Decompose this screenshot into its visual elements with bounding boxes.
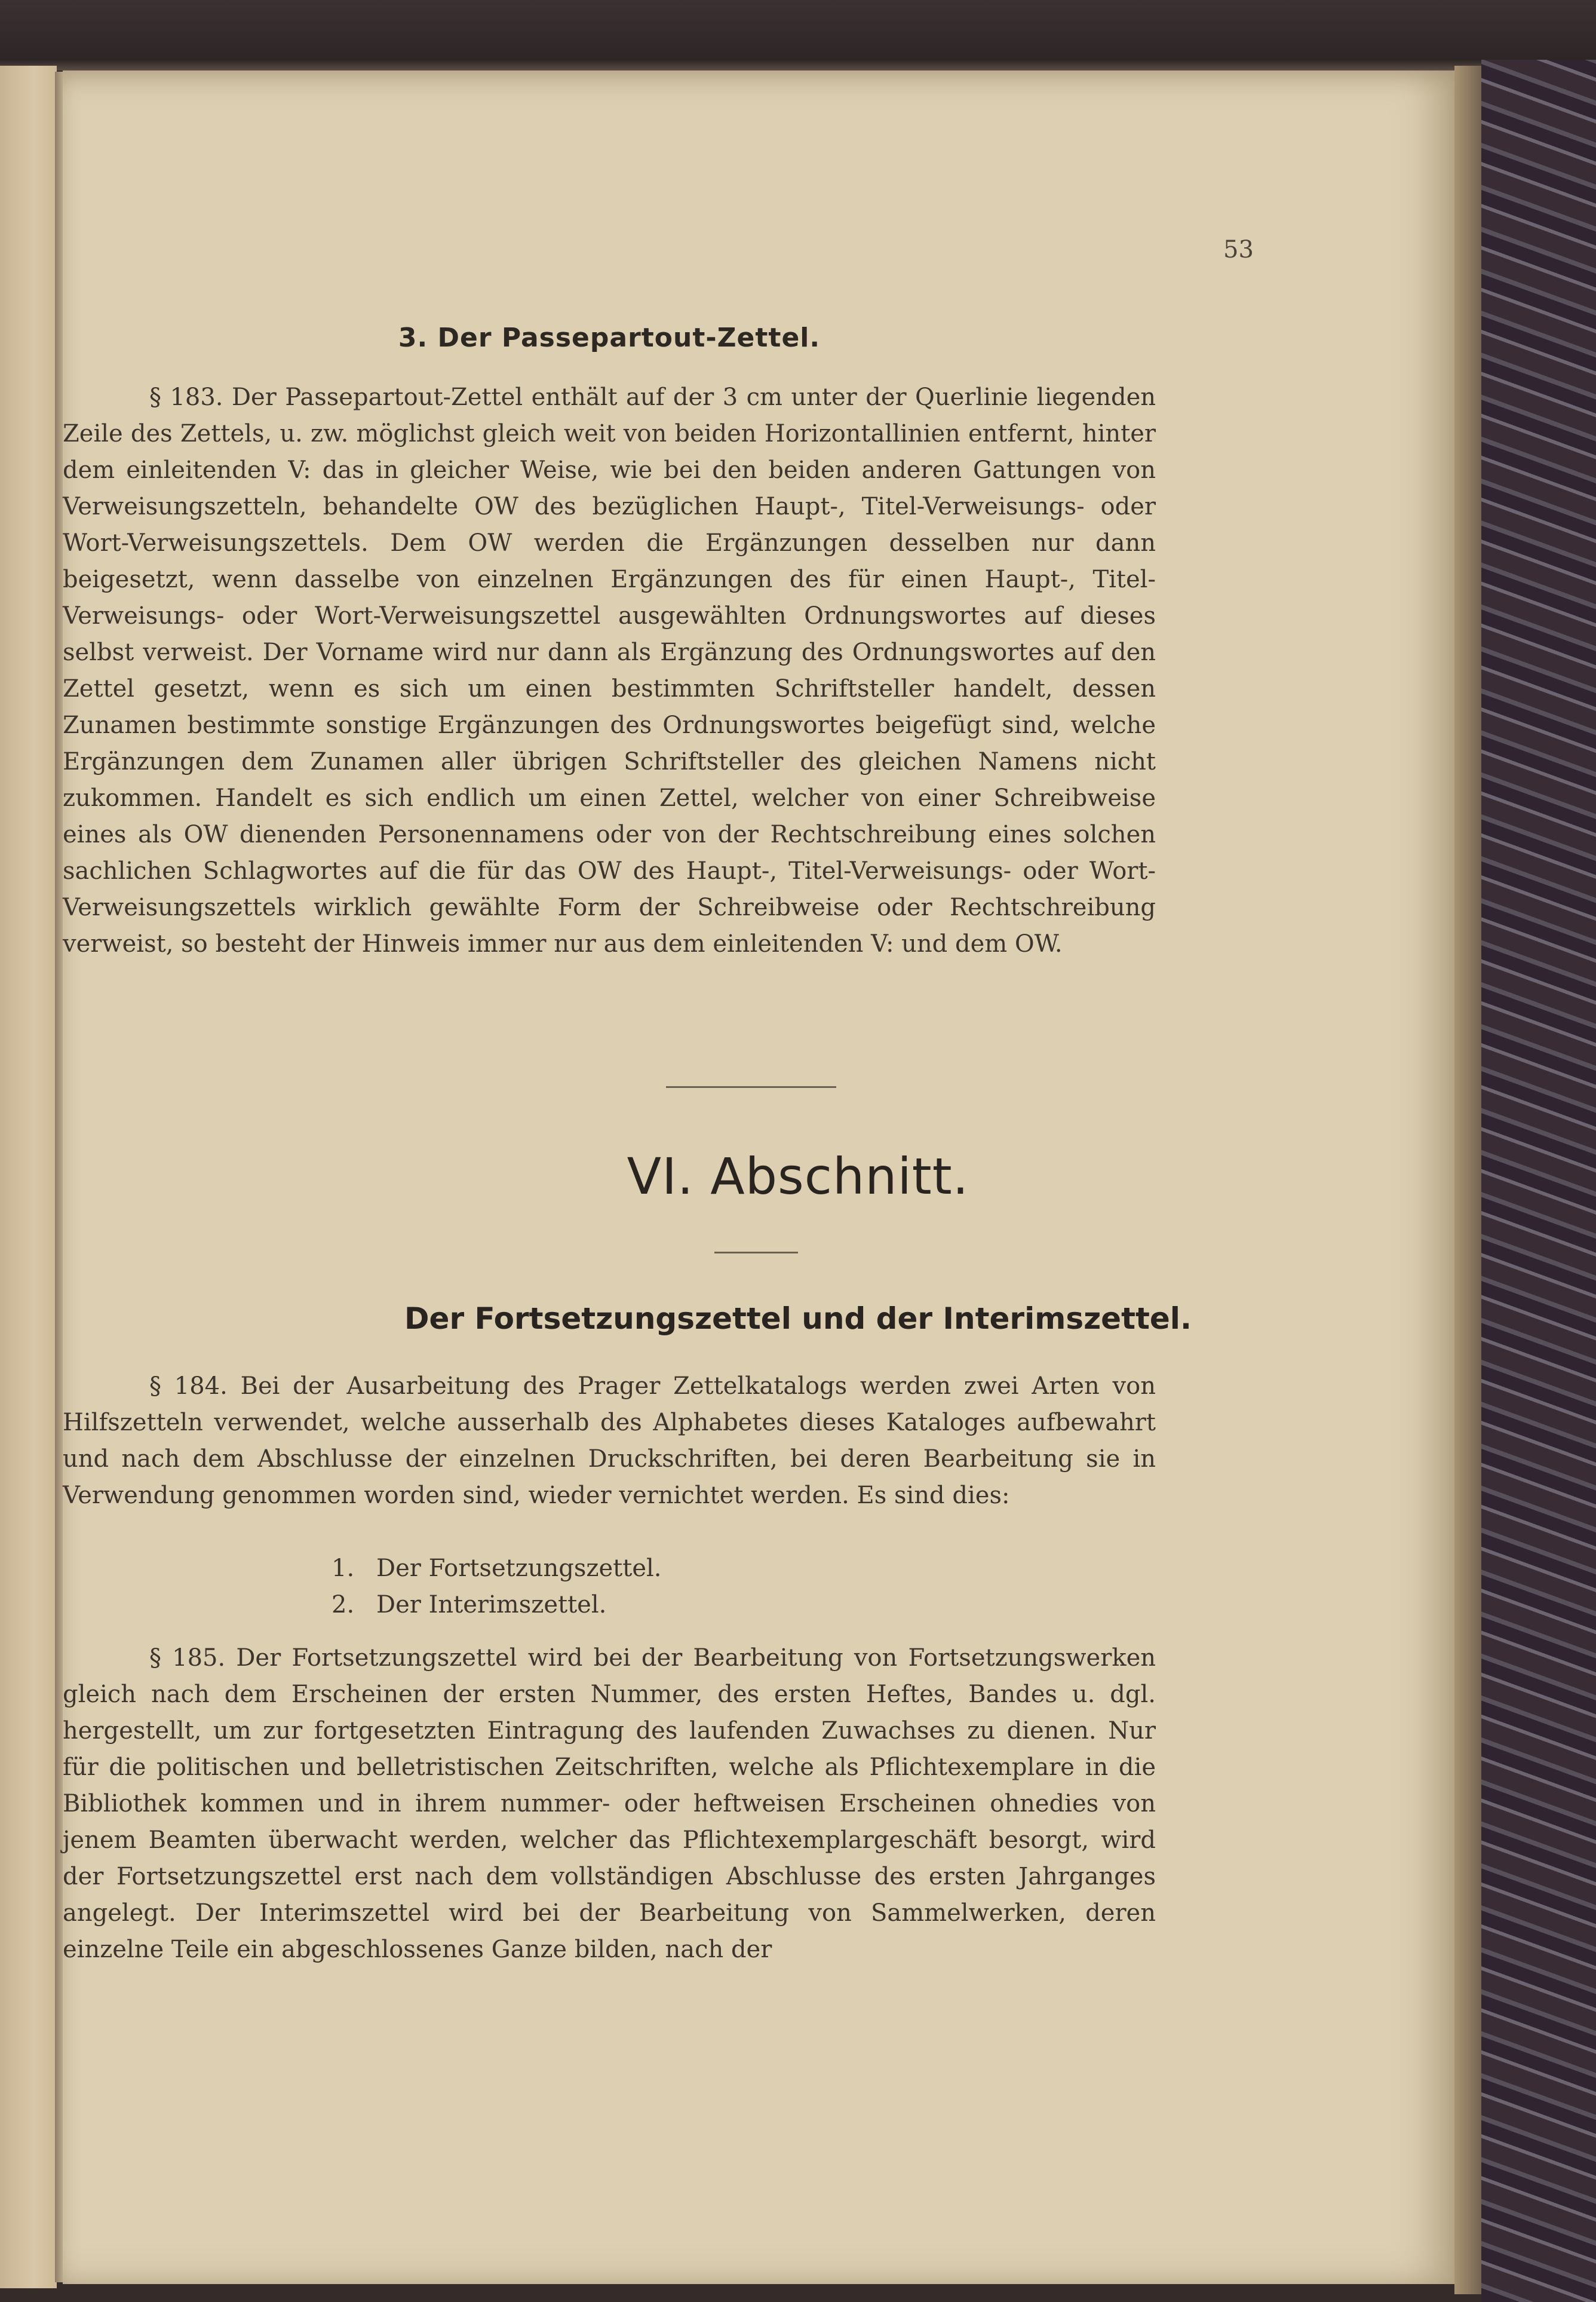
list-item-text: Der Interimszettel. <box>376 1591 607 1619</box>
paragraph-184-text: § 184. Bei der Ausarbeitung des Prager Zettelkatalogs werden zwei Arten von Hilfszetteln verwendet, welche ausserhalb des Alphabetes dieses Kataloges aufbewahrt und nach dem Abschlusse der einzelnen Druckschriften, bei deren Bearbeitung sie in Verwendung genommen worden sind, wieder vernichtet werden. Es sind dies: <box>63 1372 1156 1509</box>
helper-slip-list <box>332 1550 662 1623</box>
paragraph-183 <box>63 379 1156 963</box>
list-item <box>332 1550 662 1587</box>
paragraph-184 <box>63 1368 1156 1514</box>
list-item <box>332 1587 662 1623</box>
chapter-title: VI. Abschnitt. <box>627 1147 969 1206</box>
divider-rule-short <box>714 1252 798 1253</box>
page-number: 53 <box>1223 236 1254 263</box>
section-heading-passepartout: 3. Der Passepartout-Zettel. <box>398 323 821 353</box>
paragraph-185-text: § 185. Der Fortsetzungszettel wird bei der Bearbeitung von Fortsetzungswerken gleich nach dem Erscheinen der ersten Nummer, des ersten Heftes, Bandes u. dgl. hergestellt, um zur fortgesetzten Eintragung des laufenden Zuwachses zu dienen. Nur für die politischen und belletristischen Zeitschriften, welche als Pflichtexemplare in die Bibliothek kommen und in ihrem nummer- oder heftweisen Erscheinen ohnedies von jenem Beamten überwacht werden, welcher das Pflichtexemplargeschäft besorgt, wird der Fortsetzungszettel erst nach dem vollständigen Abschlusse des ersten Jahrganges angelegt. Der Interimszettel wird bei der Bearbeitung von Sammelwerken, deren einzelne Teile ein abgeschlossenes Ganze bilden, nach der <box>63 1644 1156 1963</box>
paragraph-183-text: § 183. Der Passepartout-Zettel enthält auf der 3 cm unter der Querlinie liegenden Zeile des Zettels, u. zw. möglichst gleich weit von beiden Horizontallinien entfernt, hinter dem einleitenden V: das in gleicher Weise, wie bei den beiden anderen Gattungen von Verweisungszetteln, behandelte OW des bezüglichen Haupt-, Titel-Verweisungs- oder Wort-Verweisungszettels. Dem OW werden die Ergänzungen desselben nur dann beigesetzt, wenn dasselbe von einzelnen Ergänzungen des für einen Haupt-, Titel-Verweisungs- oder Wort-Verweisungszettel ausgewählten Ordnungswortes auf dieses selbst verweist. Der Vorname wird nur dann als Ergänzung des Ordnungswortes auf den Zettel gesetzt, wenn es sich um einen bestimmten Schriftsteller handelt, dessen Zunamen bestimmte sonstige Ergänzungen des Ordnungswortes beigefügt sind, welche Ergänzungen dem Zunamen aller übrigen Schriftsteller des gleichen Namens nicht zukommen. Handelt es sich endlich um einen Zettel, welcher von einer Schreibweise eines als OW dienenden Personennamens oder von der Rechtschreibung eines solchen sachlichen Schlagwortes auf die für das OW des Haupt-, Titel-Verweisungs- oder Wort-Verweisungszettels wirklich gewählte Form der Schreibweise oder Rechtschreibung verweist, so besteht der Hinweis immer nur aus dem einleitenden V: und dem OW. <box>63 384 1156 958</box>
list-item-number: 2. <box>332 1591 355 1619</box>
scan-background-top <box>0 0 1596 70</box>
divider-rule-long <box>666 1086 836 1088</box>
chapter-subtitle: Der Fortsetzungszettel und der Interimszettel. <box>404 1301 1192 1336</box>
list-item-text: Der Fortsetzungszettel. <box>376 1555 662 1582</box>
list-item-number: 1. <box>332 1555 355 1582</box>
paragraph-185 <box>63 1640 1156 1968</box>
